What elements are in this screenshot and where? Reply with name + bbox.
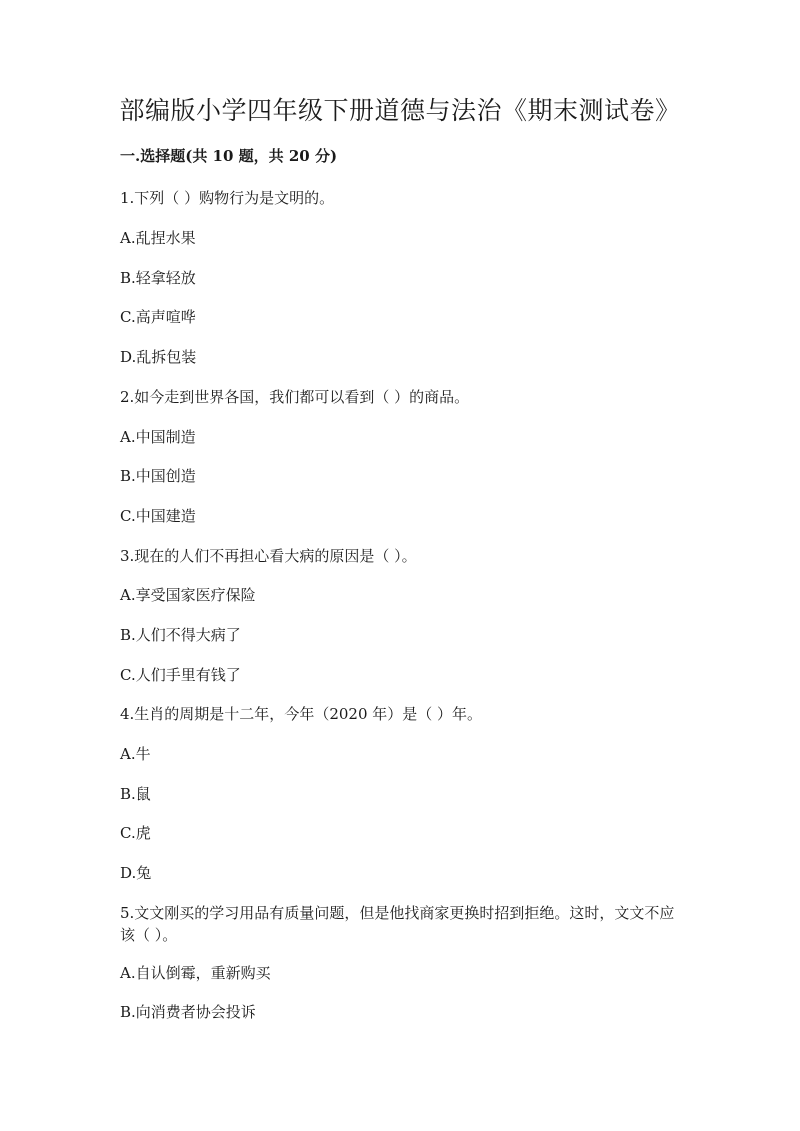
question-2-option-a: A.中国制造 (120, 428, 196, 446)
question-4-option-d: D.兔 (120, 864, 152, 882)
question-4-option-a: A.牛 (120, 745, 151, 763)
section-heading: 一.选择题(共 10 题，共 20 分) (120, 147, 338, 165)
question-4-option-c: C.虎 (120, 824, 151, 842)
question-1-option-b: B.轻拿轻放 (120, 269, 196, 287)
question-stem-4: 4.生肖的周期是十二年，今年（2020 年）是（ ）年。 (120, 705, 483, 723)
question-1-option-c: C.高声喧哗 (120, 308, 196, 326)
question-1-option-d: D.乱拆包装 (120, 348, 197, 366)
question-3-option-c: C.人们手里有钱了 (120, 666, 241, 684)
page-title: 部编版小学四年级下册道德与法治《期末测试卷》 (119, 96, 681, 125)
question-1-option-a: A.乱捏水果 (120, 229, 196, 247)
question-4-option-b: B.鼠 (120, 785, 151, 803)
question-stem-2: 2.如今走到世界各国，我们都可以看到（ ）的商品。 (120, 388, 470, 406)
question-stem-5: 5.文文刚买的学习用品有质量问题，但是他找商家更换时招到拒绝。这时，文文不应该（ ）。 (120, 904, 675, 944)
question-2-option-b: B.中国创造 (120, 467, 196, 485)
question-2-option-c: C.中国建造 (120, 507, 196, 525)
question-5-option-a: A.自认倒霉，重新购买 (120, 964, 271, 982)
question-stem-3: 3.现在的人们不再担心看大病的原因是（ ）。 (120, 547, 417, 565)
question-stem-1: 1.下列（ ）购物行为是文明的。 (120, 189, 335, 207)
question-5-option-b: B.向消费者协会投诉 (120, 1003, 256, 1021)
question-3-option-a: A.享受国家医疗保险 (120, 586, 256, 604)
question-3-option-b: B.人们不得大病了 (120, 626, 241, 644)
